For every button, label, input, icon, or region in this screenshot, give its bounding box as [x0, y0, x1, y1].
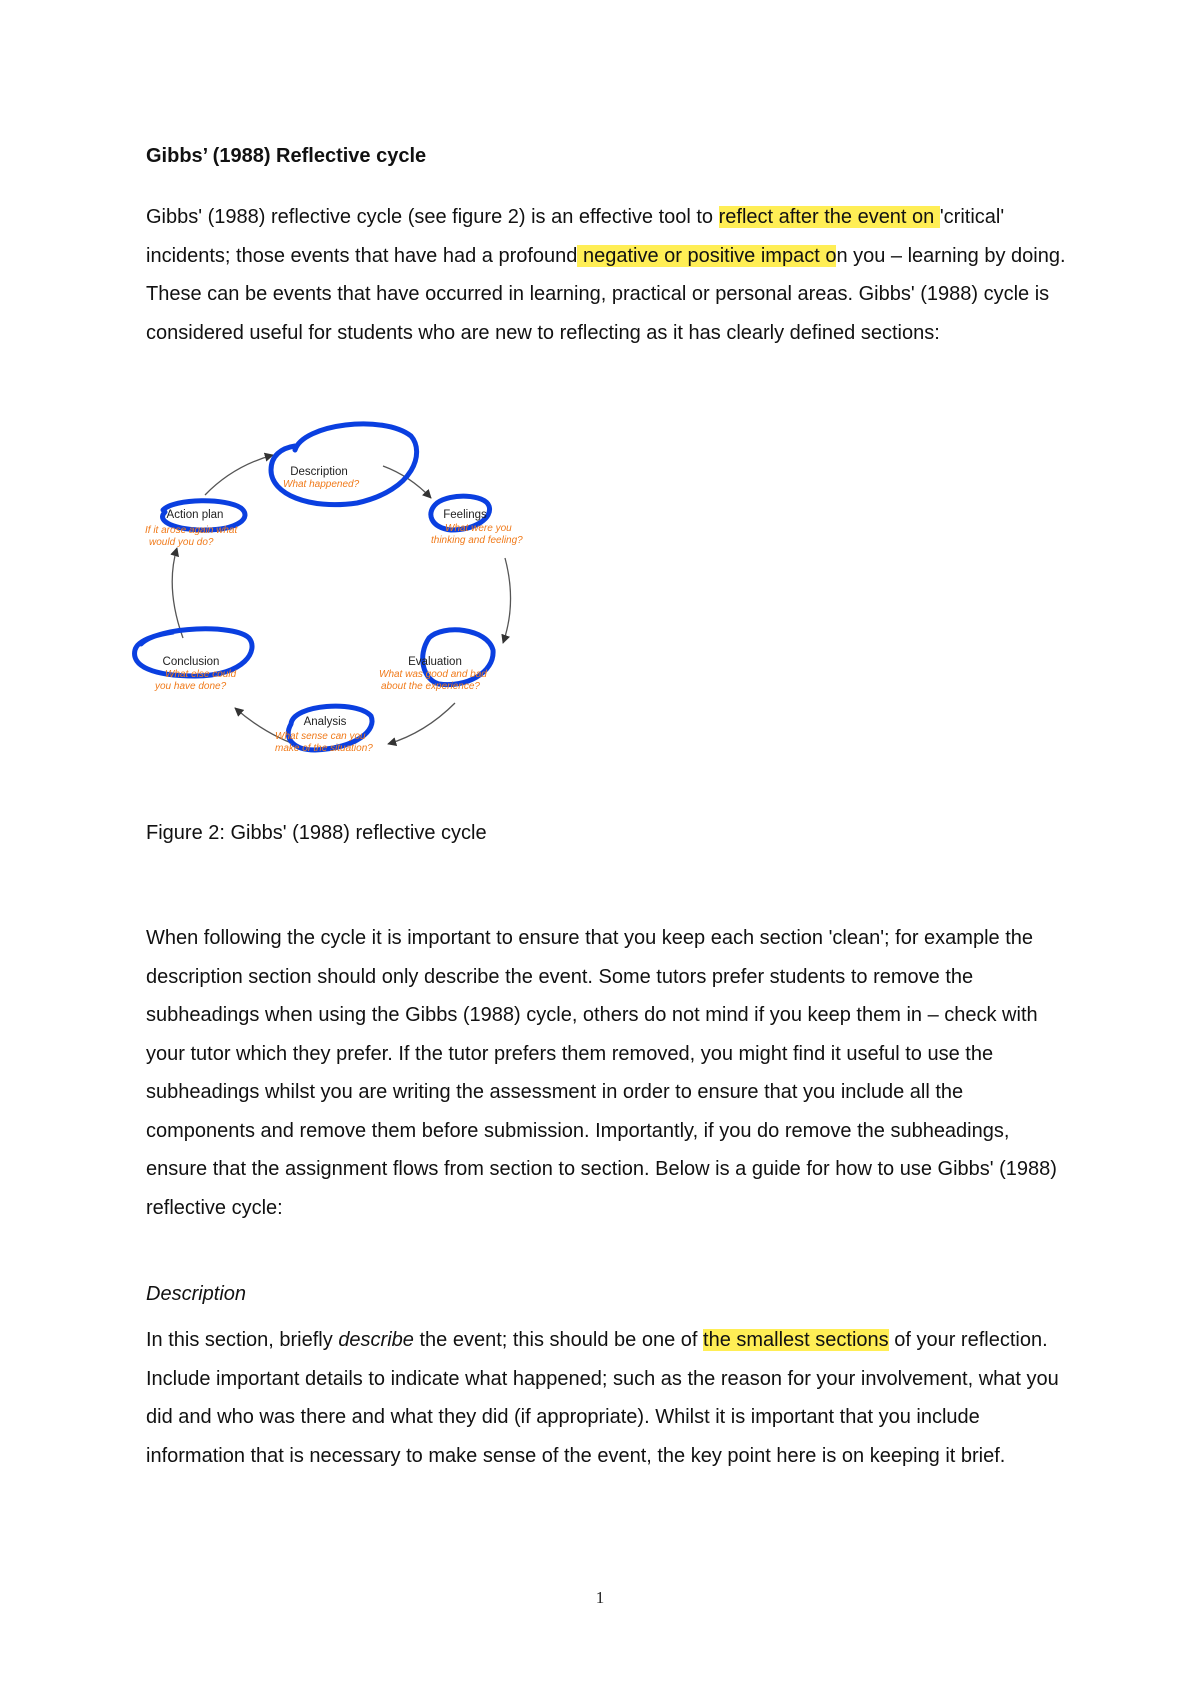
gibbs-cycle-figure: [125, 418, 565, 768]
arrow-evaluation-analysis: [388, 703, 455, 744]
stage-action-prompt-2: would you do?: [149, 537, 214, 548]
page-title: Gibbs’ (1988) Reflective cycle: [146, 145, 427, 167]
stage-evaluation-label: Evaluation: [408, 656, 462, 668]
annotation-circle-description: [271, 424, 417, 505]
highlight-reflect-after: reflect after the event on: [718, 206, 940, 228]
body-paragraph: When following the cycle it is important to ensure that you keep each section 'clean'; for example the description section should only describe the event. Some tutors prefer students to remove the subheadings when using the Gibbs (1988) cycle, others do not mind if you keep them in – check with your tutor which they prefer. If the tutor prefers them removed, you might find it useful to use the subheadings whilst you are writing the assessment in order to ensure that you include all the components and remove them before submission. Importantly, if you do remove the subheadings, ensure that the assignment flows from section to section. Below is a guide for how to use Gibbs' (1988) reflective cycle:: [146, 927, 1057, 1219]
arrow-conclusion-action: [172, 548, 183, 638]
stage-conclusion-prompt-1: What else could: [165, 669, 237, 680]
stage-action-prompt-1: If it arose again what: [145, 525, 238, 536]
page-number: 1: [595, 1588, 605, 1607]
description-text-2: the event; this should be one of: [413, 1329, 704, 1351]
section-heading-description: Description: [146, 1283, 247, 1305]
description-text-1: In this section, briefly: [146, 1329, 339, 1351]
arrow-feelings-evaluation: [503, 558, 511, 643]
stage-analysis-prompt-1: What sense can you: [275, 731, 366, 742]
intro-text-1: Gibbs' (1988) reflective cycle (see figure 2) is an effective tool to: [146, 206, 719, 228]
arrow-action-description: [205, 455, 273, 495]
stage-evaluation-prompt-1: What was good and bad: [379, 669, 487, 680]
stage-feelings-prompt-2: thinking and feeling?: [431, 535, 523, 546]
stage-conclusion-prompt-2: you have done?: [155, 681, 227, 692]
intro-paragraph: [146, 198, 1066, 352]
description-emphasis: describe: [338, 1329, 414, 1351]
description-paragraph: [146, 1321, 1066, 1475]
highlight-impact: negative or positive impact o: [577, 244, 837, 267]
figure-caption: Figure 2: Gibbs' (1988) reflective cycle: [146, 822, 487, 844]
stage-evaluation-prompt-2: about the experience?: [381, 681, 480, 692]
intro-text-3: n you – learning by doing. These can be events that have occurred in learning, practical or personal areas. Gibbs' (1988) cycle is considered useful for students who are new to reflecting as it has clearly defined sections:: [146, 244, 1066, 344]
stage-description-label: Description: [290, 466, 348, 478]
highlight-smallest-sections: the smallest sections: [703, 1329, 889, 1351]
stage-feelings-prompt-1: What were you: [445, 523, 512, 534]
stage-analysis-prompt-2: make of the situation?: [275, 743, 373, 754]
stage-feelings-label: Feelings: [443, 509, 487, 521]
description-text-3: of your reflection. Include important details to indicate what happened; such as the reason for your involvement, what you did and who was there and what they did (if appropriate). Whilst it is important that you include information that is necessary to make sense of the event, the key point here is on keeping it brief.: [146, 1329, 1059, 1467]
stage-action-label: Action plan: [166, 509, 224, 521]
cycle-diagram: [125, 418, 565, 768]
stage-description-prompt: What happened?: [283, 479, 360, 490]
stage-conclusion-label: Conclusion: [162, 656, 220, 668]
stage-analysis-label: Analysis: [303, 716, 347, 728]
intro-text-2: 'critical' incidents; those events that have had a profound: [146, 206, 1005, 267]
